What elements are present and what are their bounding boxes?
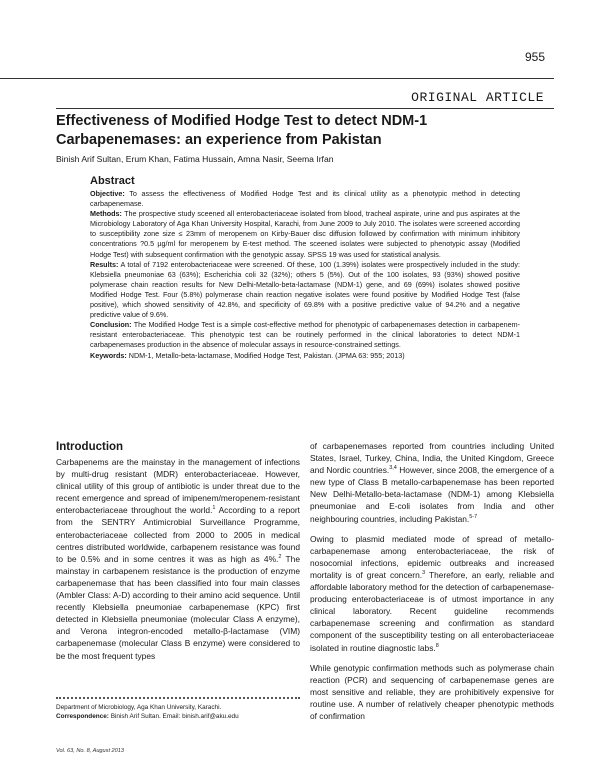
abstract-keywords [90, 351, 520, 361]
abstract-conclusion [90, 320, 520, 350]
citation-ref: 3 [422, 570, 426, 577]
conclusion-label: Conclusion: [90, 320, 132, 330]
intro-paragraph-2 [310, 533, 554, 654]
intro-p1-text-c: The mainstay in carbapenem resistance is the production of enzyme carbapenemase that has been classified into four main classes (Ambler Class: A-D) according to their amino acid sequence. Until recently Klebsiella pneumoniae carbapenemase (KPC) first detected in Klebsiella pneumoniae (molecular Class A enzyme), and Verona integron-encoded metallo-β-lactamase (VIM) carbapenemase (molecular Class B enzyme) were considered to be the most frequent types [56, 553, 300, 661]
page-number: 955 [524, 50, 545, 64]
objective-label: Objective: [90, 189, 125, 198]
correspondence [56, 712, 300, 721]
abstract-objective [90, 189, 520, 209]
intro-p1-cont-text: of carbapenemases reported from countries including United States, Israel, Turkey, China, India, the United Kingdom, Greece and Nordic countries. [310, 441, 554, 476]
abstract-heading: Abstract [90, 175, 135, 187]
article-title: Effectiveness of Modified Hodge Test to detect NDM-1 Carbapenemases: an experience from Pakistan [56, 113, 428, 148]
keywords-label: Keywords: [90, 350, 127, 360]
citation-ref: 3,4 [389, 465, 397, 472]
author-list: Binish Arif Sultan, Erum Khan, Fatima Hussain, Amna Nasir, Seema Irfan [56, 154, 334, 164]
methods-text: The prospective study sceened all enterobacteriaceae isolated from blood, tracheal aspirate, urine and pus aspirates at the Microbiology Laboratory of Aga Khan University Hospital, Karachi, from June 2009 to July 2010. The isolates were screened according to susceptibility zone size ≤ 23mm of meropenem on Kirby-Bauer disc diffusion followed by confirmation with minimum inhibitory concentrations ?0.5 µg/ml for meropenem by E-test method. The sceened isolates were subjected to phenotypic assay (Modified Hodge Test) with subsequent confirmation with the genotypic assay. SPSS 19 was used for statistical analysis. [90, 209, 520, 259]
abstract-methods [90, 209, 520, 259]
body-column-left [56, 440, 300, 670]
affiliation-divider [56, 697, 300, 699]
citation-ref: 2 [278, 553, 282, 560]
results-text: A total of 7192 enterobacteriaceae were screened. Of these, 100 (1.39%) isolates were prospectively included in the study: Klebsiella pneumoniae 63 (63%); Escherichia coli 32 (32%); others 5 (5%). Out of the 100 isolates, 93 (93%) showed positive polymerase chain reaction results for New Delhi-Metallo-beta-lactamase (NDM-1) gene, and 69 (69%) isolates showed positive Modified Hodge Test. Four (5.8%) polymerase chain reaction negative isolates were found positive by Modified Hodge Test (false positive), which showed sensitivity of 42.8%, and specificity of 69.8% with a positive predictive value of 94.2% and a negative predictive value of 9.6%. [90, 259, 520, 320]
intro-p1-text-b: According to a report from the SENTRY Antimicrobial Surveillance Programme, enterobacteriaceae collected from 2000 to 2005 in medical centres distributed worldwide, carbapenem resistance was found to be 0.5% and in some centres it was as high as 4%. [56, 505, 300, 564]
abstract-results [90, 260, 520, 321]
citation-ref: 8 [435, 642, 439, 649]
body-column-right [310, 440, 554, 730]
citation-ref: 1 [212, 505, 216, 512]
affiliation-block [56, 703, 300, 721]
header-rule-bottom [56, 108, 554, 109]
correspondence-label: Correspondence: [56, 713, 109, 720]
intro-p2-text-a: Owing to plasmid mediated mode of spread of metallo-carbapenemase among enterobacteriaceae, the risk of nosocomial infections, epidemic outbreaks and increased mortality is of great concern. [310, 533, 554, 580]
objective-text: To assess the effectiveness of Modified Hodge Test and its clinical utility as a phenotypic method in detecting carbapenemase. [90, 189, 520, 209]
article-type-label: ORIGINAL ARTICLE [411, 90, 544, 105]
intro-p1-text-d: However, since 2008, the emergence of a new type of Class B metallo-carbapenemase has been reported New Delhi-Metallo-beta-lactamase (NDM-1) among Klebsiella pneumoniae and E-coli isolates from India and other neighbouring countries, including Pakistan. [310, 465, 554, 524]
results-label: Results: [90, 259, 119, 269]
intro-p1-text-a: Carbapenems are the mainstay in the management of infections by multi-drug resistant (MDR) enterobacteriaceae. However, clinical utility of this group of antibiotic is under threat due to the recent emergence and spread of imipenem/meropenem-resistant enterobacteriaceae throughout the world. [56, 457, 300, 516]
correspondence-text: Binish Arif Sultan. Email: binish.arif@aku.edu [108, 713, 239, 720]
journal-footer: Vol. 63, No. 8, August 2013 [56, 748, 124, 754]
introduction-heading: Introduction [56, 441, 124, 453]
abstract-section [90, 175, 520, 361]
methods-label: Methods: [90, 209, 122, 219]
affiliation-department: Department of Microbiology, Aga Khan University, Karachi. [56, 704, 222, 711]
keywords-text: NDM-1, Metallo-beta-lactamase, Modified Hodge Test, Pakistan. (JPMA 63: 955; 2013) [126, 350, 405, 360]
header-rule-top [0, 78, 554, 79]
intro-paragraph-3: While genotypic confirmation methods such as polymerase chain reaction (PCR) and sequencing of carbapenemase genes are most sensitive and reliable, they are prohibitively expensive for routine use. A number of relatively cheaper phenotypic methods of confirmation [310, 662, 554, 721]
intro-p2-text-b: Therefore, an early, reliable and affordable laboratory method for the detection of carbapenemase-producing enterobacteriaceae is of utmost importance in any clinical laboratory. Recent guideline recommends carbapenemase screening and confirmation as standard component of the susceptibility testing on all enterobacteriaceae isolated in routine diagnostic labs. [310, 569, 554, 653]
citation-ref: 5-7 [469, 513, 478, 520]
intro-paragraph-1-continued [310, 440, 554, 525]
conclusion-text: The Modified Hodge Test is a simple cost-effective method for phenotypic of carbapenemases detection in carbapenem-resistant enterobacteriaceae. This phenotypic test can be routinely performed in the clinical laboratories to detect NDM-1 carbapenemases production in the absence of molecular assays in resource-constrained settings. [90, 320, 520, 350]
intro-paragraph-1 [56, 456, 300, 662]
